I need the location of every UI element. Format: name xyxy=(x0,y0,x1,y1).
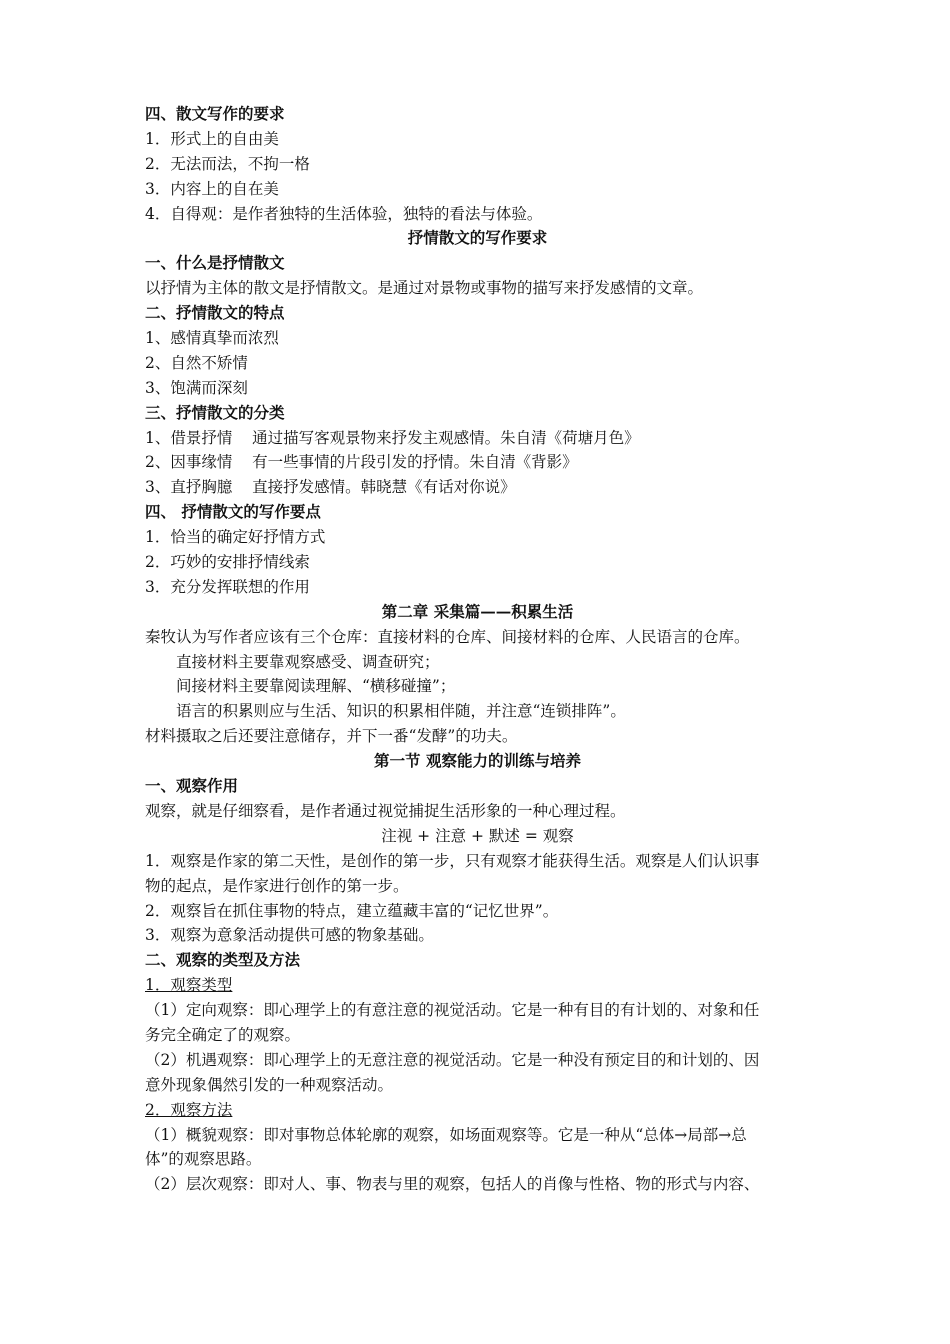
paragraph: 以抒情为主体的散文是抒情散文。是通过对景物或事物的描写来抒发感情的文章。 xyxy=(145,279,704,298)
paragraph: 意外现象偶然引发的一种观察活动。 xyxy=(145,1075,394,1094)
types-heading: 1．观察类型 xyxy=(145,976,233,995)
paragraph: 务完全确定了的观察。 xyxy=(145,1025,301,1044)
list-item: 2．巧妙的安排抒情线索 xyxy=(145,553,310,572)
category-desc: 直接抒发感情。韩晓慧《有话对你说》 xyxy=(252,478,516,497)
list-item: 1．形式上的自由美 xyxy=(145,129,279,148)
paragraph: （2）层次观察：即对人、事、物表与里的观察，包括人的肖像与性格、物的形式与内容、 xyxy=(145,1175,760,1194)
list-item: 2．无法而法，不拘一格 xyxy=(145,154,310,173)
list-item: 2、自然不矫情 xyxy=(145,353,248,372)
category-name: 1、借景抒情 xyxy=(145,428,233,447)
list-item xyxy=(145,450,810,475)
list-item: 3．内容上的自在美 xyxy=(145,179,279,198)
subsection-heading xyxy=(145,973,810,998)
section-title: 第一节 观察能力的训练与培养 xyxy=(374,751,581,771)
section-heading: 一、什么是抒情散文 xyxy=(145,253,285,273)
section-heading: 三、抒情散文的分类 xyxy=(145,402,285,422)
methods-heading: 2．观察方法 xyxy=(145,1100,233,1119)
paragraph: （1）概貌观察：即对事物总体轮廓的观察，如场面观察等。它是一种从“总体→局部→总 xyxy=(145,1125,747,1144)
section-heading: 二、观察的类型及方法 xyxy=(145,950,301,970)
paragraph: 材料摄取之后还要注意储存，并下一番“发酵”的功夫。 xyxy=(145,727,518,746)
section-heading: 二、抒情散文的特点 xyxy=(145,303,285,323)
list-item: 1．恰当的确定好抒情方式 xyxy=(145,528,326,547)
paragraph: （2）机遇观察：即心理学上的无意注意的视觉活动。它是一种没有预定目的和计划的、因 xyxy=(145,1050,760,1069)
paragraph: 体”的观察思路。 xyxy=(145,1150,262,1169)
list-item xyxy=(145,475,810,500)
category-name: 2、因事缘情 xyxy=(145,453,233,472)
list-item: 4．自得观：是作者独特的生活体验，独特的看法与体验。 xyxy=(145,204,543,223)
list-item: 1、感情真挚而浓烈 xyxy=(145,329,279,348)
section-heading: 四、散文写作的要求 xyxy=(145,104,285,123)
paragraph: （1）定向观察：即心理学上的有意注意的视觉活动。它是一种有目的有计划的、对象和任 xyxy=(145,1001,760,1020)
chapter-title: 第二章 采集篇——积累生活 xyxy=(381,601,574,621)
paragraph: 物的起点，是作家进行创作的第一步。 xyxy=(145,876,409,895)
formula: 注视 + 注意 + 默述 = 观察 xyxy=(381,826,574,845)
paragraph: 3．观察为意象活动提供可感的物象基础。 xyxy=(145,926,434,945)
paragraph: 观察，就是仔细察看，是作者通过视觉捕捉生活形象的一种心理过程。 xyxy=(145,801,626,820)
category-desc: 有一些事情的片段引发的抒情。朱自清《背影》 xyxy=(252,453,578,472)
section-heading: 四、 抒情散文的写作要点 xyxy=(145,502,321,522)
paragraph: 1．观察是作家的第二天性，是创作的第一步，只有观察才能获得生活。观察是人们认识事 xyxy=(145,851,760,870)
paragraph: 2．观察旨在抓住事物的特点，建立蕴藏丰富的“记忆世界”。 xyxy=(145,901,559,920)
section-heading: 一、观察作用 xyxy=(145,776,239,796)
paragraph: 语言的积累则应与生活、知识的积累相伴随，并注意“连锁排阵”。 xyxy=(176,702,626,721)
paragraph: 直接材料主要靠观察感受、调查研究； xyxy=(176,652,440,671)
document-page xyxy=(145,102,810,1197)
list-item xyxy=(145,426,810,451)
paragraph: 间接材料主要靠阅读理解、“横移碰撞”； xyxy=(176,677,456,696)
lyric-prose-title: 抒情散文的写作要求 xyxy=(407,228,548,248)
category-desc: 通过描写客观景物来抒发主观感情。朱自清《荷塘月色》 xyxy=(252,428,640,447)
category-name: 3、直抒胸臆 xyxy=(145,478,233,497)
subsection-heading xyxy=(145,1098,810,1123)
list-item: 3、饱满而深刻 xyxy=(145,378,248,397)
list-item: 3．充分发挥联想的作用 xyxy=(145,577,310,596)
paragraph: 秦牧认为写作者应该有三个仓库：直接材料的仓库、间接材料的仓库、人民语言的仓库。 xyxy=(145,627,750,646)
